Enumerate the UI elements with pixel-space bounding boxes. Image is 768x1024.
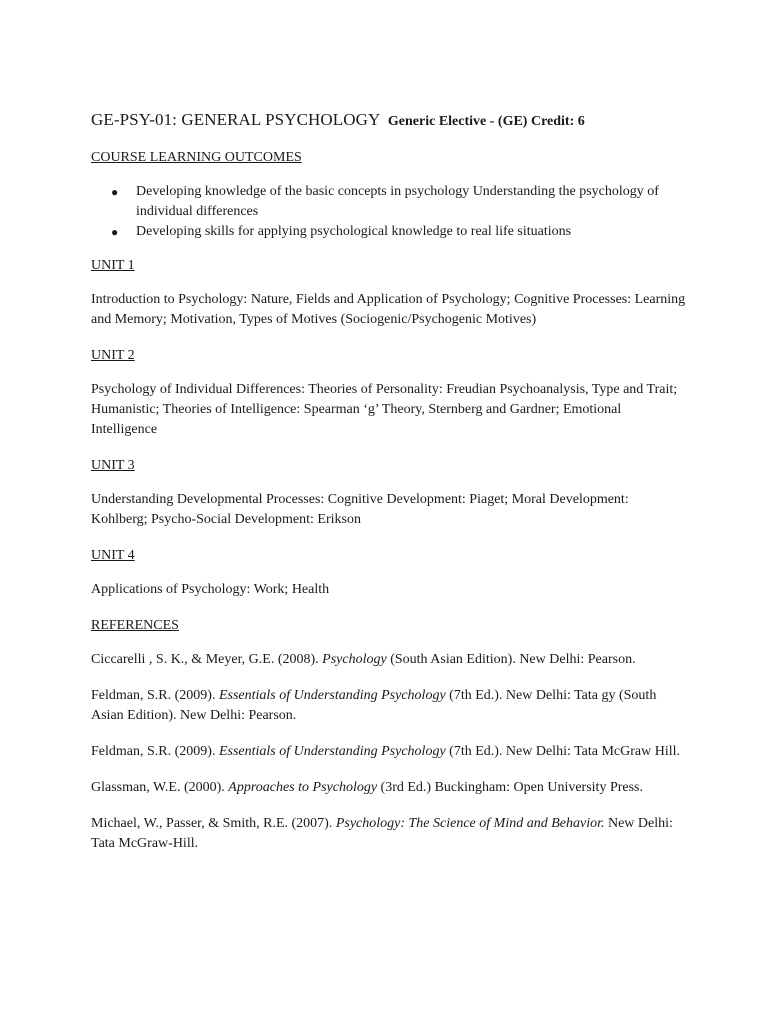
list-item xyxy=(91,222,688,242)
reference-item xyxy=(91,742,688,762)
reference-authors: Feldman, S.R. (2009). xyxy=(91,688,219,703)
reference-authors: Michael, W., Passer, & Smith, R.E. (2007). xyxy=(91,816,336,831)
unit-3-heading: UNIT 3 xyxy=(91,458,135,473)
course-title-sub: Generic Elective - (GE) Credit: 6 xyxy=(387,114,585,129)
reference-authors: Feldman, S.R. (2009). xyxy=(91,744,219,759)
reference-authors: Glassman, W.E. (2000). xyxy=(91,780,229,795)
reference-title: Essentials of Understanding Psychology xyxy=(218,688,446,703)
unit-4-heading: UNIT 4 xyxy=(91,548,135,563)
reference-item xyxy=(91,686,688,726)
reference-publisher: (South Asian Edition). New Delhi: Pearson. xyxy=(386,652,636,667)
bullet-icon: ● xyxy=(111,185,119,199)
list-item xyxy=(91,182,688,222)
bullet-icon: ● xyxy=(111,225,119,239)
course-title xyxy=(91,108,688,134)
reference-item xyxy=(91,814,688,854)
unit-3-text: Understanding Developmental Processes: Cognitive Development: Piaget; Moral Development: Kohlberg; Psycho-Social Development: Erikson xyxy=(91,492,629,527)
reference-publisher: (7th Ed.). New Delhi: Tata McGraw Hill. xyxy=(445,744,681,759)
course-title-main: GE-PSY-01: GENERAL PSYCHOLOGY xyxy=(91,110,381,129)
reference-item xyxy=(91,650,688,670)
outcome-text: Developing knowledge of the basic concepts in psychology Understanding the psychology of individual differences xyxy=(136,184,659,219)
outcomes-list xyxy=(91,182,688,242)
reference-title: Essentials of Understanding Psychology xyxy=(218,744,446,759)
reference-title: Psychology xyxy=(322,652,387,667)
unit-2-heading: UNIT 2 xyxy=(91,348,135,363)
reference-title: Approaches to Psychology xyxy=(228,780,378,795)
outcomes-heading: COURSE LEARNING OUTCOMES xyxy=(91,150,302,165)
unit-1-text: Introduction to Psychology: Nature, Fields and Application of Psychology; Cognitive Processes: Learning and Memory; Motivation, Types of Motives (Sociogenic/Psychogenic Motives) xyxy=(91,292,686,327)
references-heading: REFERENCES xyxy=(91,618,179,633)
reference-publisher: (3rd Ed.) Buckingham: Open University Press. xyxy=(377,780,644,795)
reference-title: Psychology: The Science of Mind and Behavior. xyxy=(335,816,605,831)
outcome-text: Developing skills for applying psychological knowledge to real life situations xyxy=(136,224,572,239)
unit-1-heading: UNIT 1 xyxy=(91,258,135,273)
reference-item xyxy=(91,778,688,798)
reference-publisher: (7th Ed.). New Delhi: Tata gy (South Asian Edition). New Delhi: Pearson. xyxy=(91,688,657,723)
unit-4-text: Applications of Psychology: Work; Health xyxy=(91,582,330,597)
unit-2-text: Psychology of Individual Differences: Theories of Personality: Freudian Psychoanalysis, Type and Trait; Humanistic; Theories of Intelligence: Spearman ‘g’ Theory, Sternberg and Gardner; Emotional Intelligence xyxy=(91,382,678,437)
reference-publisher: New Delhi: Tata McGraw-Hill. xyxy=(91,816,673,851)
reference-authors: Ciccarelli , S. K., & Meyer, G.E. (2008). xyxy=(91,652,323,667)
